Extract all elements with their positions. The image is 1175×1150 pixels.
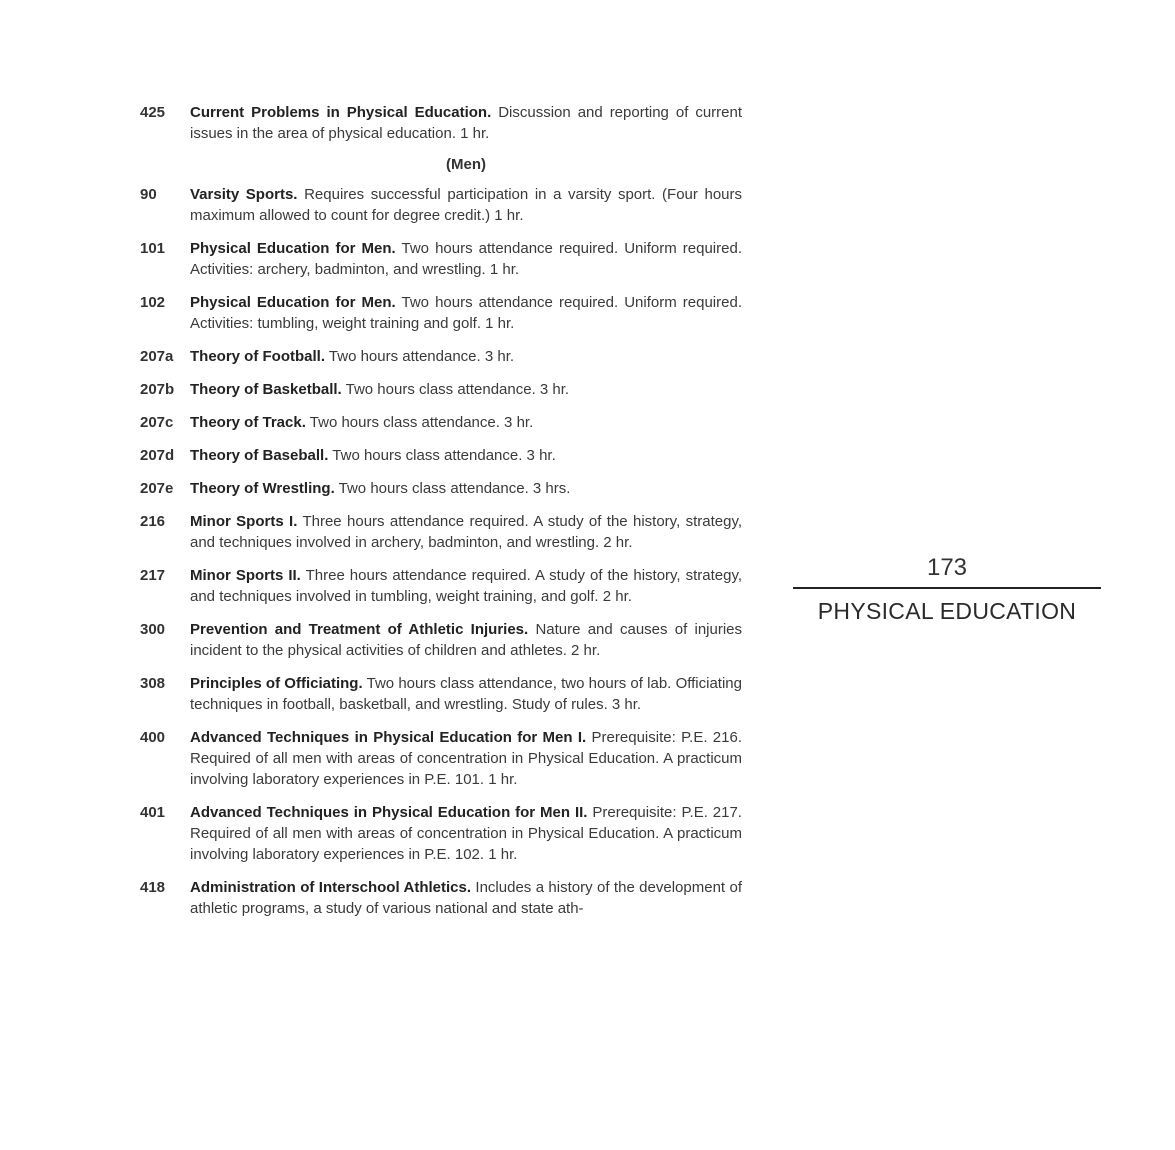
- course-description: Three hours attendance required. A study of the history, strategy, and techniques involved in tumbling, weight training, and golf. 2 hr.: [190, 567, 743, 605]
- course-number: 300: [140, 621, 166, 638]
- course-description: Two hours class attendance. 3 hr.: [309, 414, 534, 431]
- divider-rule: [793, 587, 1101, 589]
- course-description: Discussion and reporting of current issues in the area of physical education. 1 hr.: [190, 104, 743, 142]
- course-title: Advanced Techniques in Physical Education for Men II.: [190, 804, 588, 821]
- course-number: 308: [140, 675, 166, 692]
- course-entry: [140, 184, 742, 226]
- course-entry: [140, 727, 742, 790]
- course-entry: [140, 412, 742, 433]
- course-number: 102: [140, 294, 166, 311]
- course-title: Minor Sports II.: [190, 567, 301, 584]
- course-description: Prerequisite: P.E. 217. Required of all men with areas of concentration in Physical Education. A practicum involving laboratory experiences in P.E. 102. 1 hr.: [190, 804, 742, 863]
- course-number: 400: [140, 729, 166, 746]
- course-title: Physical Education for Men.: [190, 240, 396, 257]
- course-title: Theory of Basketball.: [190, 381, 342, 398]
- course-number: 425: [140, 104, 166, 121]
- course-number: 101: [140, 240, 166, 257]
- course-entry: [140, 379, 742, 400]
- course-title: Physical Education for Men.: [190, 294, 396, 311]
- page-sidebar: [793, 553, 1101, 627]
- course-number: 207d: [140, 447, 175, 464]
- course-description: Two hours class attendance, two hours of lab. Officiating techniques in football, basketball, and wrestling. Study of rules. 3 hr.: [190, 675, 742, 713]
- course-title: Minor Sports I.: [190, 513, 298, 530]
- course-entry: [140, 238, 742, 280]
- course-number: 401: [140, 804, 166, 821]
- course-number: 207b: [140, 381, 175, 398]
- course-description: Two hours attendance required. Uniform required. Activities: tumbling, weight training and golf. 1 hr.: [190, 294, 742, 332]
- course-description: Two hours attendance. 3 hr.: [328, 348, 515, 365]
- section-subheading: (Men): [446, 156, 486, 173]
- course-title: Varsity Sports.: [190, 186, 298, 203]
- course-entry: [140, 478, 742, 499]
- course-entry: [140, 102, 742, 144]
- course-number: 207e: [140, 480, 174, 497]
- course-description: Nature and causes of injuries incident to the physical activities of children and athletes. 2 hr.: [190, 621, 743, 659]
- course-entry: [140, 292, 742, 334]
- course-title: Theory of Baseball.: [190, 447, 329, 464]
- course-entry: [140, 619, 742, 661]
- course-number: 217: [140, 567, 166, 584]
- course-entry: [140, 802, 742, 865]
- course-number: 216: [140, 513, 166, 530]
- course-title: Theory of Football.: [190, 348, 325, 365]
- course-description: Includes a history of the development of athletic programs, a study of various national and state ath-: [190, 879, 742, 917]
- course-number: 207a: [140, 348, 174, 365]
- course-title: Theory of Track.: [190, 414, 306, 431]
- course-number: 207c: [140, 414, 174, 431]
- course-entry: [140, 673, 742, 715]
- course-title: Administration of Interschool Athletics.: [190, 879, 472, 896]
- course-description: Three hours attendance required. A study of the history, strategy, and techniques involved in archery, badminton, and wrestling. 2 hr.: [190, 513, 742, 551]
- course-description: Two hours attendance required. Uniform required. Activities: archery, badminton, and wrestling. 1 hr.: [190, 240, 742, 278]
- course-number: 90: [140, 186, 157, 203]
- course-title: Prevention and Treatment of Athletic Injuries.: [190, 621, 529, 638]
- page-number: 173: [926, 554, 968, 581]
- course-title: Theory of Wrestling.: [190, 480, 335, 497]
- course-description: Two hours class attendance. 3 hr.: [332, 447, 556, 464]
- course-entry: [140, 877, 742, 919]
- course-title: Advanced Techniques in Physical Education for Men I.: [190, 729, 587, 746]
- course-description: Requires successful participation in a varsity sport. (Four hours maximum allowed to count for degree credit.) 1 hr.: [190, 186, 743, 224]
- course-description: Prerequisite: P.E. 216. Required of all men with areas of concentration in Physical Education. A practicum involving laboratory experiences in P.E. 101. 1 hr.: [190, 729, 743, 788]
- course-entry: [140, 346, 742, 367]
- course-number: 418: [140, 879, 166, 896]
- course-entry: [140, 565, 742, 607]
- course-list: [140, 102, 742, 931]
- course-title: Principles of Officiating.: [190, 675, 363, 692]
- course-entry: [140, 445, 742, 466]
- course-description: Two hours class attendance. 3 hr.: [345, 381, 570, 398]
- course-description: Two hours class attendance. 3 hrs.: [338, 480, 571, 497]
- course-title: Current Problems in Physical Education.: [190, 104, 492, 121]
- course-entry: [140, 511, 742, 553]
- section-title: PHYSICAL EDUCATION: [817, 598, 1077, 624]
